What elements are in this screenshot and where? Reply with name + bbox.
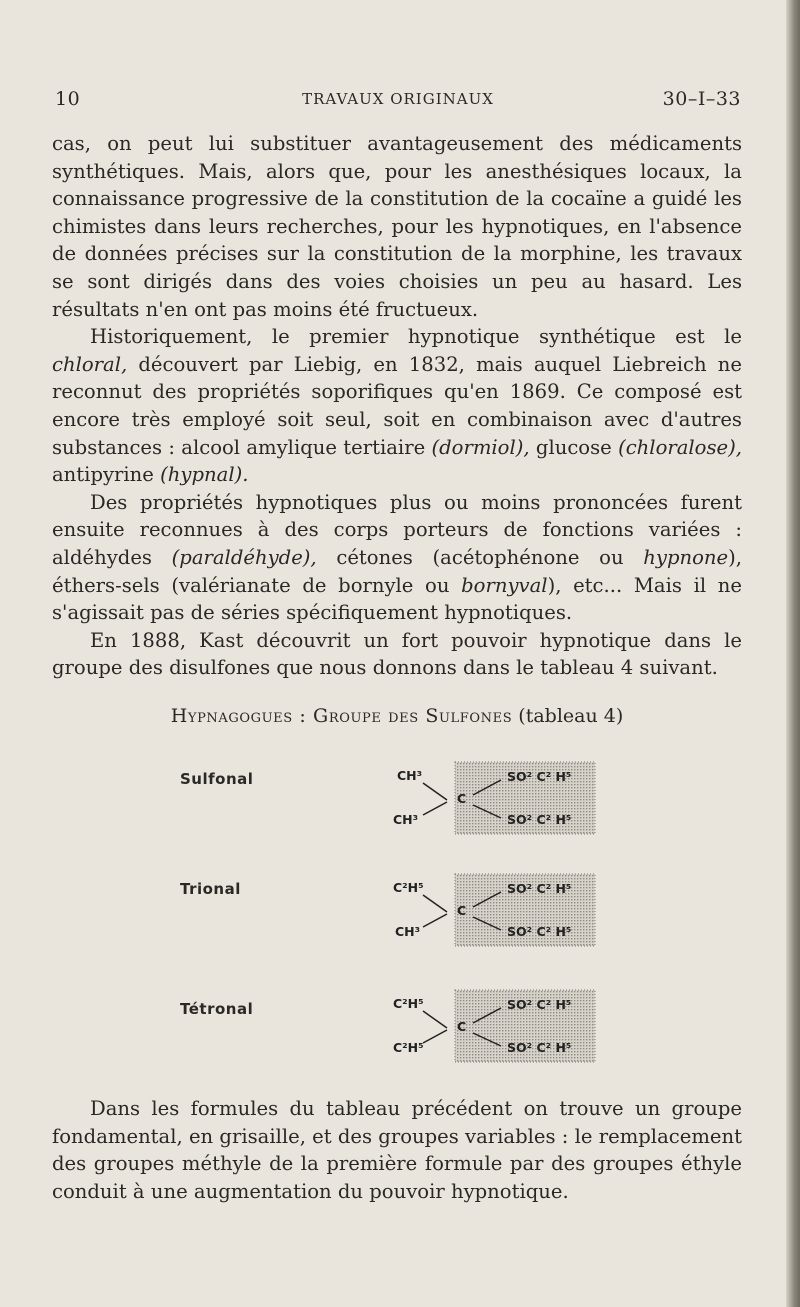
compound-name-trional: Trional [180,880,241,898]
formula-trional-top-group: C²H⁵ [393,880,424,895]
term-paraldehyde: (paraldéhyde), [171,545,317,569]
formula-tetronal-sulfone-bottom: SO² C² H⁵ [507,1040,572,1055]
paragraph-4 [52,627,742,682]
p2-text-a: Historiquement, le premier hypnotique synthétique est le [90,325,742,349]
formula-sulfonal-sulfone-bottom: SO² C² H⁵ [507,812,572,827]
body-text-top [52,130,742,682]
formula-sulfonal [385,760,615,840]
formula-sulfonal-sulfone-top: SO² C² H⁵ [507,769,572,784]
formula-tetronal-sulfone-top: SO² C² H⁵ [507,997,572,1012]
formula-sulfonal-top-group: CH³ [397,768,423,783]
p3-text-b: cétones (acétophénone ou [316,545,644,569]
compound-name-sulfonal: Sulfonal [180,770,254,788]
formula-trional-sulfone-bottom: SO² C² H⁵ [507,924,572,939]
p3-text-a: Des propriétés hypnotiques plus ou moins prononcées furent ensuite reconnues à des corps porteurs de fonctions variées : aldéhydes [52,490,742,569]
term-chloral: chloral, [52,352,128,376]
formula-trional-bottom-group: CH³ [395,924,421,939]
p2-text-c: glucose [529,435,619,459]
table-caption-suffix: (tableau 4) [518,705,624,727]
formula-tetronal-top-group: C²H⁵ [393,996,424,1011]
paragraph-2 [52,323,742,489]
formula-trional [385,872,615,952]
paragraph-1-text: cas, on peut lui substituer avantageusement des médicaments synthétiques. Mais, alors que, pour les anesthésiques locaux, la connaissance progressive de la constitution de la cocaïne a guidé les chimistes dans leurs recherches, pour les hypnotiques, en l'absence de données précises sur la constitution de la morphine, les travaux se sont dirigés dans des voies choisies un peu au hasard. Les résultats n'en ont pas moins été fructueux. [52,132,742,321]
paragraph-3 [52,489,742,627]
p3-text-d: ), etc... Mais il ne s'agissait pas de séries spécifiquement hypnotiques. [52,573,742,625]
table-caption-title: Hypnagogues : Groupe des Sulfones [170,705,513,727]
compound-name-tetronal: Tétronal [180,1000,254,1018]
term-bornyval: bornyval [461,573,548,597]
term-hypnal: (hypnal). [160,463,249,487]
paragraph-5 [52,1095,742,1205]
body-text-bottom [52,1095,742,1205]
p3-text-c: ), éthers-sels (valérianate de bornyle ou [52,545,742,597]
page-number: 10 [55,88,81,110]
issue-date: 30–I–33 [662,88,741,110]
formula-tetronal-center: C [457,1019,467,1034]
formula-trional-sulfone-top: SO² C² H⁵ [507,881,572,896]
paragraph-5-text: Dans les formules du tableau précédent on trouve un groupe fondamental, en grisaille, et des groupes variables : le remplacement des groupes méthyle de la première formule par des groupes éthyle conduit à une augmentation du pouvoir hypnotique. [52,1097,742,1203]
formula-sulfonal-center: C [457,791,467,806]
formula-tetronal [385,988,615,1068]
paragraph-4-text: En 1888, Kast découvrit un fort pouvoir hypnotique dans le groupe des disulfones que nous donnons dans le tableau 4 suivant. [52,628,742,680]
running-title: TRAVAUX ORIGINAUX [302,90,494,108]
running-header [55,88,741,112]
formula-tetronal-bottom-group: C²H⁵ [393,1040,424,1055]
page-edge-shadow [786,0,800,1307]
formula-sulfonal-bottom-group: CH³ [393,812,419,827]
term-chloralose: (chloralose), [618,435,742,459]
formula-trional-center: C [457,903,467,918]
table-caption [52,705,742,727]
term-hypnone: hypnone [643,545,729,569]
p2-text-d: antipyrine [52,463,161,487]
term-dormiol: (dormiol), [431,435,530,459]
paragraph-1 [52,130,742,323]
p2-text-b: découvert par Liebig, en 1832, mais auquel Liebreich ne reconnut des propriétés soporifiques qu'en 1869. Ce composé est encore très employé soit seul, soit en combinaison avec d'autres substances : alcool amylique tertiaire [52,352,742,459]
